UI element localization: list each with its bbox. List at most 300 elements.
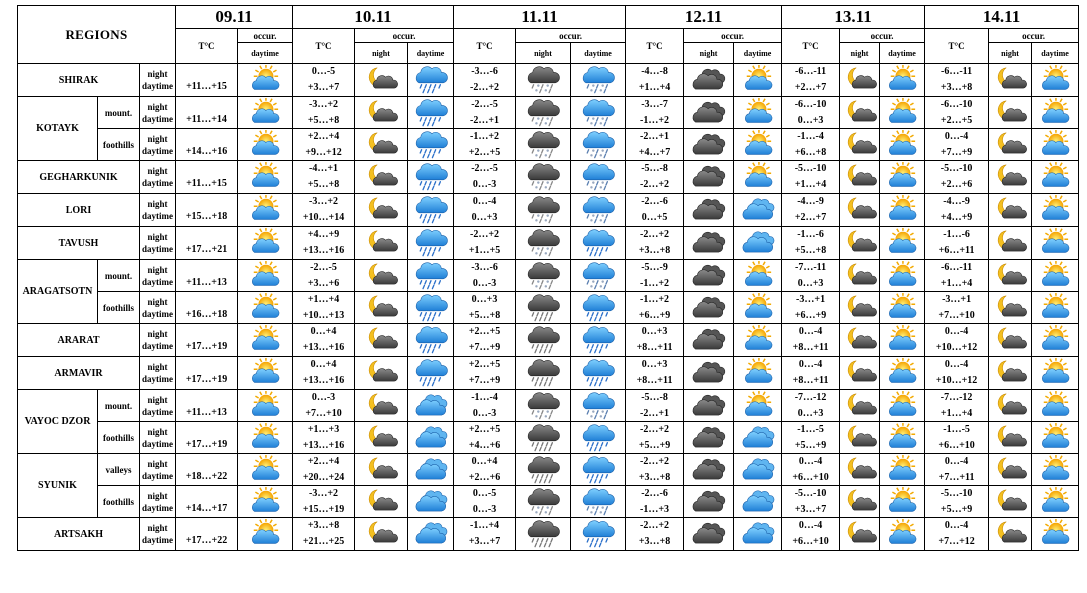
- cloud-snow-rain-icon: [571, 486, 626, 518]
- temperature-cell: [782, 194, 840, 227]
- daytime-temp: +6…+10: [792, 471, 829, 483]
- temperature-cell: [454, 454, 516, 486]
- temperature-cell: +17…+21: [176, 227, 238, 260]
- temperature-cell: +11…+14: [176, 97, 238, 129]
- moon-cloud-icon: [989, 227, 1032, 260]
- table-row: [18, 161, 1079, 194]
- daytime-temp: +13…+16: [302, 342, 345, 353]
- temperature-cell: [626, 422, 684, 454]
- night-temp: -1…-4: [471, 391, 498, 403]
- sun-cloud-icon: [1032, 129, 1079, 161]
- daytime-temp: +2…+7: [794, 82, 827, 93]
- daytime-temp: +4…+7: [638, 146, 671, 158]
- daytime-temp: +3…+7: [307, 82, 340, 93]
- daytime-temp: +15…+19: [302, 503, 345, 515]
- temperature-cell: [626, 292, 684, 324]
- daytime-temp: +13…+16: [302, 439, 345, 451]
- daytime-temp: +9…+12: [305, 146, 342, 158]
- night-daytime-label: night daytime: [140, 227, 176, 260]
- sun-cloud-icon: [880, 129, 925, 161]
- moon-cloud-icon: [840, 422, 880, 454]
- sun-cloud-icon: [734, 64, 782, 97]
- temperature-cell: [454, 227, 516, 260]
- dark-cloud-icon: [684, 227, 734, 260]
- regions-header: REGIONS: [18, 6, 176, 64]
- dark-cloud-icon: [684, 129, 734, 161]
- night-temp: -6…-11: [941, 66, 973, 77]
- moon-cloud-icon: [840, 518, 880, 551]
- night-daytime-label: night daytime: [140, 486, 176, 518]
- temperature-cell: [454, 324, 516, 357]
- date-header: 14.11: [925, 6, 1079, 29]
- sun-cloud-icon: [238, 486, 293, 518]
- night-temp: 0…+4: [310, 326, 337, 337]
- temperature-cell: [925, 161, 989, 194]
- temperature-cell: [782, 227, 840, 260]
- daytime-temp: +10…+12: [935, 342, 978, 353]
- daytime-temp: +13…+16: [302, 245, 345, 256]
- night-temp: -2…+2: [470, 229, 500, 240]
- daytime-temp: +7…+9: [468, 375, 501, 386]
- daytime-temp: +10…+14: [302, 212, 345, 223]
- daytime-temp: +6…+9: [638, 309, 671, 321]
- night-temp: -5…-9: [641, 261, 668, 273]
- cloud-snow-rain-icon: [571, 64, 626, 97]
- night-temp: -2…+2: [640, 455, 670, 467]
- temperature-cell: [293, 194, 355, 227]
- night-temp: +2…+5: [468, 423, 501, 435]
- sun-cloud-icon: [880, 324, 925, 357]
- region-name: ARMAVIR: [18, 357, 140, 390]
- region-name: VAYOC DZOR: [18, 390, 98, 454]
- temperature-cell: [626, 486, 684, 518]
- dark-cloud-rain-icon: [516, 324, 571, 357]
- night-temp: 0…-5: [472, 487, 497, 499]
- night-temp: -6…-10: [940, 98, 973, 110]
- temperature-cell: [293, 486, 355, 518]
- sun-cloud-icon: [238, 422, 293, 454]
- sun-cloud-icon: [238, 97, 293, 129]
- night-temp: -1…-6: [943, 229, 970, 240]
- forecast-container: [17, 5, 1078, 551]
- sun-cloud-icon: [1032, 357, 1079, 390]
- daytime-temp: +1…+4: [940, 277, 973, 289]
- moon-cloud-icon: [355, 486, 408, 518]
- temperature-cell: [626, 454, 684, 486]
- daytime-temp: +5…+9: [794, 439, 827, 451]
- daytime-temp: +13…+16: [302, 375, 345, 386]
- daytime-temp: +10…+13: [302, 309, 345, 321]
- temperature-cell: [925, 227, 989, 260]
- sun-cloud-icon: [734, 390, 782, 422]
- moon-cloud-icon: [989, 357, 1032, 390]
- temperature-cell: [293, 260, 355, 292]
- night-temp: 0…-3: [311, 391, 336, 403]
- region-name: ARARAT: [18, 324, 140, 357]
- daytime-header: daytime: [1032, 43, 1079, 64]
- night-temp: -2…-6: [641, 196, 668, 207]
- temperature-cell: +11…+15: [176, 64, 238, 97]
- temperature-cell: [782, 486, 840, 518]
- night-temp: -5…-10: [940, 487, 973, 499]
- sun-cloud-icon: [734, 129, 782, 161]
- night-daytime-label: night daytime: [140, 129, 176, 161]
- sun-cloud-icon: [1032, 390, 1079, 422]
- cloud-rain-icon: [408, 64, 454, 97]
- table-row: [18, 64, 1079, 97]
- night-temp: -3…+2: [309, 98, 339, 110]
- sun-cloud-icon: [880, 161, 925, 194]
- dark-cloud-snow-icon: [516, 390, 571, 422]
- temperature-cell: [925, 97, 989, 129]
- moon-cloud-icon: [989, 129, 1032, 161]
- cloud-rain-icon: [571, 292, 626, 324]
- temperature-cell: [293, 161, 355, 194]
- temperature-cell: [782, 97, 840, 129]
- temperature-cell: +17…+19: [176, 324, 238, 357]
- cloud-icon: [408, 486, 454, 518]
- temperature-cell: [925, 129, 989, 161]
- moon-cloud-icon: [840, 161, 880, 194]
- cloud-snow-rain-icon: [571, 194, 626, 227]
- daytime-temp: +8…+11: [792, 342, 829, 353]
- occurrence-header: occur.: [989, 29, 1079, 43]
- night-temp: -6…-11: [795, 66, 827, 77]
- night-temp: 0…-4: [472, 196, 497, 207]
- temperature-cell: [293, 64, 355, 97]
- daytime-temp: +7…+9: [940, 146, 973, 158]
- sun-cloud-icon: [880, 97, 925, 129]
- daytime-temp: +5…+8: [307, 179, 340, 190]
- night-temp: -1…+4: [470, 520, 500, 531]
- daytime-temp: +3…+6: [307, 277, 340, 289]
- dark-cloud-rain-icon: [516, 454, 571, 486]
- temperature-cell: [293, 129, 355, 161]
- daytime-temp: +6…+11: [938, 245, 975, 256]
- night-temp: -6…-10: [794, 98, 827, 110]
- region-name: SYUNIK: [18, 454, 98, 518]
- forecast-table: [17, 5, 1079, 551]
- temperature-cell: [782, 454, 840, 486]
- temperature-cell: [925, 357, 989, 390]
- occurrence-header: occur.: [840, 29, 925, 43]
- temperature-cell: [782, 64, 840, 97]
- daytime-temp: +1…+4: [638, 82, 671, 93]
- temperature-cell: [925, 194, 989, 227]
- moon-cloud-icon: [840, 227, 880, 260]
- daytime-temp: +5…+9: [940, 503, 973, 515]
- night-temp: 0…-4: [798, 455, 823, 467]
- moon-cloud-icon: [355, 97, 408, 129]
- temperature-cell: [293, 292, 355, 324]
- sun-cloud-icon: [734, 292, 782, 324]
- table-row: [18, 227, 1079, 260]
- temperature-cell: [925, 518, 989, 551]
- dark-cloud-rain-icon: [516, 357, 571, 390]
- moon-cloud-icon: [355, 324, 408, 357]
- dark-cloud-rain-icon: [516, 422, 571, 454]
- night-temp: -2…-5: [310, 261, 337, 273]
- night-temp: -3…+2: [309, 487, 339, 499]
- night-temp: -3…-6: [471, 66, 498, 77]
- occurrence-header: occur.: [684, 29, 782, 43]
- cloud-icon: [408, 422, 454, 454]
- temperature-cell: +11…+13: [176, 260, 238, 292]
- temperature-cell: [782, 422, 840, 454]
- moon-cloud-icon: [355, 227, 408, 260]
- temperature-cell: [925, 422, 989, 454]
- daytime-temp: +1…+5: [468, 245, 501, 256]
- night-temp: +2…+4: [307, 130, 340, 142]
- temperature-cell: [293, 97, 355, 129]
- temperature-cell: [454, 390, 516, 422]
- night-temp: -3…+1: [942, 293, 972, 305]
- night-temp: -5…-8: [641, 391, 668, 403]
- daytime-temp: +3…+8: [638, 471, 671, 483]
- cloud-icon: [734, 422, 782, 454]
- night-temp: 0…-4: [944, 130, 969, 142]
- temperature-cell: [782, 260, 840, 292]
- cloud-rain-icon: [408, 161, 454, 194]
- daytime-temp: +3…+8: [638, 245, 671, 256]
- night-daytime-label: night daytime: [140, 454, 176, 486]
- cloud-snow-rain-icon: [571, 390, 626, 422]
- moon-cloud-icon: [989, 292, 1032, 324]
- temperature-cell: [454, 161, 516, 194]
- night-header: night: [840, 43, 880, 64]
- daytime-temp: +5…+8: [468, 309, 501, 321]
- sun-cloud-icon: [734, 357, 782, 390]
- temperature-cell: [925, 324, 989, 357]
- temperature-cell: [454, 97, 516, 129]
- daytime-temp: +2…+6: [940, 179, 973, 190]
- night-daytime-label: night daytime: [140, 518, 176, 551]
- region-name: SHIRAK: [18, 64, 140, 97]
- temperature-cell: [454, 64, 516, 97]
- temperature-cell: [626, 390, 684, 422]
- temperature-cell: [293, 227, 355, 260]
- subregion-name: foothills: [98, 292, 140, 324]
- temperature-cell: [782, 357, 840, 390]
- moon-cloud-icon: [840, 324, 880, 357]
- sun-cloud-icon: [238, 194, 293, 227]
- cloud-rain-icon: [408, 129, 454, 161]
- date-header: 12.11: [626, 6, 782, 29]
- sun-cloud-icon: [238, 161, 293, 194]
- night-temp: -7…-11: [795, 261, 827, 273]
- night-temp: +2…+4: [307, 455, 340, 467]
- night-temp: 0…-4: [944, 455, 969, 467]
- temperature-cell: [782, 390, 840, 422]
- cloud-rain-icon: [408, 97, 454, 129]
- daytime-temp: +20…+24: [302, 471, 345, 483]
- night-temp: -3…+1: [796, 293, 826, 305]
- night-daytime-label: night daytime: [140, 97, 176, 129]
- night-daytime-label: night daytime: [140, 194, 176, 227]
- night-temp: -1…+2: [470, 130, 500, 142]
- sun-cloud-icon: [238, 390, 293, 422]
- temp-header: T°C: [782, 29, 840, 64]
- table-row: [18, 518, 1079, 551]
- sun-cloud-icon: [238, 518, 293, 551]
- night-temp: -1…-4: [797, 130, 824, 142]
- temperature-cell: +11…+13: [176, 390, 238, 422]
- date-header: 13.11: [782, 6, 925, 29]
- sun-cloud-icon: [734, 260, 782, 292]
- dark-cloud-snow-icon: [516, 227, 571, 260]
- dark-cloud-icon: [684, 161, 734, 194]
- temperature-cell: [454, 357, 516, 390]
- moon-cloud-icon: [989, 390, 1032, 422]
- cloud-rain-icon: [408, 324, 454, 357]
- moon-cloud-icon: [989, 64, 1032, 97]
- night-header: night: [516, 43, 571, 64]
- temp-header: T°C: [176, 29, 238, 64]
- night-temp: -2…+2: [640, 520, 670, 531]
- date-header: 09.11: [176, 6, 293, 29]
- moon-cloud-icon: [840, 292, 880, 324]
- night-temp: +2…+5: [468, 359, 501, 370]
- night-temp: +1…+3: [307, 423, 340, 435]
- daytime-temp: -1…+2: [640, 277, 670, 289]
- sun-cloud-icon: [1032, 260, 1079, 292]
- sun-cloud-icon: [880, 227, 925, 260]
- cloud-icon: [734, 518, 782, 551]
- night-temp: -2…-5: [471, 163, 498, 174]
- temperature-cell: [454, 422, 516, 454]
- temperature-cell: +14…+16: [176, 129, 238, 161]
- moon-cloud-icon: [989, 161, 1032, 194]
- cloud-icon: [408, 390, 454, 422]
- occurrence-header: occur.: [355, 29, 454, 43]
- table-row: [18, 486, 1079, 518]
- night-temp: +2…+5: [468, 326, 501, 337]
- moon-cloud-icon: [840, 260, 880, 292]
- dark-cloud-snow-icon: [516, 129, 571, 161]
- night-daytime-label: night daytime: [140, 324, 176, 357]
- daytime-temp: +8…+11: [792, 375, 829, 386]
- temperature-cell: [782, 129, 840, 161]
- daytime-temp: +8…+11: [636, 375, 673, 386]
- table-row: [18, 260, 1079, 292]
- table-row: [18, 422, 1079, 454]
- cloud-icon: [408, 518, 454, 551]
- cloud-icon: [408, 454, 454, 486]
- dark-cloud-icon: [684, 194, 734, 227]
- temperature-cell: +18…+22: [176, 454, 238, 486]
- sun-cloud-icon: [1032, 97, 1079, 129]
- region-name: GEGHARKUNIK: [18, 161, 140, 194]
- daytime-temp: +7…+10: [938, 309, 975, 321]
- dark-cloud-snow-icon: [516, 97, 571, 129]
- daytime-temp: +4…+6: [468, 439, 501, 451]
- subregion-name: mount.: [98, 390, 140, 422]
- sun-cloud-icon: [1032, 454, 1079, 486]
- temperature-cell: [626, 64, 684, 97]
- daytime-temp: -2…+1: [640, 407, 670, 419]
- sun-cloud-icon: [238, 64, 293, 97]
- dark-cloud-icon: [684, 518, 734, 551]
- daytime-header: daytime: [238, 43, 293, 64]
- sun-cloud-icon: [734, 97, 782, 129]
- subregion-name: valleys: [98, 454, 140, 486]
- daytime-temp: 0…-3: [472, 503, 497, 515]
- night-temp: +4…+9: [307, 229, 340, 240]
- night-temp: 0…-4: [944, 326, 969, 337]
- moon-cloud-icon: [355, 161, 408, 194]
- temperature-cell: [454, 486, 516, 518]
- temperature-cell: +11…+15: [176, 161, 238, 194]
- daytime-temp: 0…-3: [472, 179, 497, 190]
- moon-cloud-icon: [989, 260, 1032, 292]
- daytime-temp: +6…+8: [794, 146, 827, 158]
- dark-cloud-icon: [684, 454, 734, 486]
- night-header: night: [989, 43, 1032, 64]
- daytime-temp: +3…+7: [794, 503, 827, 515]
- region-name: ARTSAKH: [18, 518, 140, 551]
- table-row: [18, 324, 1079, 357]
- cloud-icon: [734, 454, 782, 486]
- night-daytime-label: night daytime: [140, 390, 176, 422]
- sun-cloud-icon: [1032, 194, 1079, 227]
- night-temp: 0…-4: [798, 359, 823, 370]
- temperature-cell: [293, 454, 355, 486]
- temperature-cell: [626, 518, 684, 551]
- daytime-temp: +2…+7: [794, 212, 827, 223]
- temperature-cell: [626, 97, 684, 129]
- moon-cloud-icon: [840, 194, 880, 227]
- daytime-temp: +7…+10: [305, 407, 342, 419]
- moon-cloud-icon: [355, 422, 408, 454]
- cloud-icon: [734, 227, 782, 260]
- sun-cloud-icon: [238, 454, 293, 486]
- sun-cloud-icon: [880, 64, 925, 97]
- moon-cloud-icon: [989, 97, 1032, 129]
- night-temp: -5…-10: [794, 487, 827, 499]
- dark-cloud-rain-icon: [516, 292, 571, 324]
- night-temp: -5…-10: [940, 163, 973, 174]
- moon-cloud-icon: [355, 260, 408, 292]
- dark-cloud-snow-icon: [516, 161, 571, 194]
- daytime-temp: 0…+3: [797, 407, 824, 419]
- sun-cloud-icon: [880, 486, 925, 518]
- moon-cloud-icon: [989, 324, 1032, 357]
- daytime-temp: +6…+10: [792, 536, 829, 547]
- temperature-cell: +17…+19: [176, 422, 238, 454]
- temperature-cell: [626, 227, 684, 260]
- cloud-rain-icon: [571, 227, 626, 260]
- daytime-temp: -2…+2: [470, 82, 500, 93]
- temp-header: T°C: [925, 29, 989, 64]
- moon-cloud-icon: [989, 518, 1032, 551]
- occurrence-header: occur.: [238, 29, 293, 43]
- night-temp: -2…-5: [471, 98, 498, 110]
- region-name: ARAGATSOTN: [18, 260, 98, 324]
- daytime-temp: +7…+12: [938, 536, 975, 547]
- subregion-name: foothills: [98, 422, 140, 454]
- subregion-name: mount.: [98, 97, 140, 129]
- cloud-snow-rain-icon: [571, 97, 626, 129]
- moon-cloud-icon: [355, 292, 408, 324]
- temperature-cell: [454, 260, 516, 292]
- daytime-temp: +2…+5: [468, 146, 501, 158]
- night-temp: +1…+4: [307, 293, 340, 305]
- daytime-temp: 0…+3: [471, 212, 498, 223]
- temp-header: T°C: [454, 29, 516, 64]
- cloud-rain-icon: [571, 357, 626, 390]
- sun-cloud-icon: [1032, 64, 1079, 97]
- moon-cloud-icon: [355, 357, 408, 390]
